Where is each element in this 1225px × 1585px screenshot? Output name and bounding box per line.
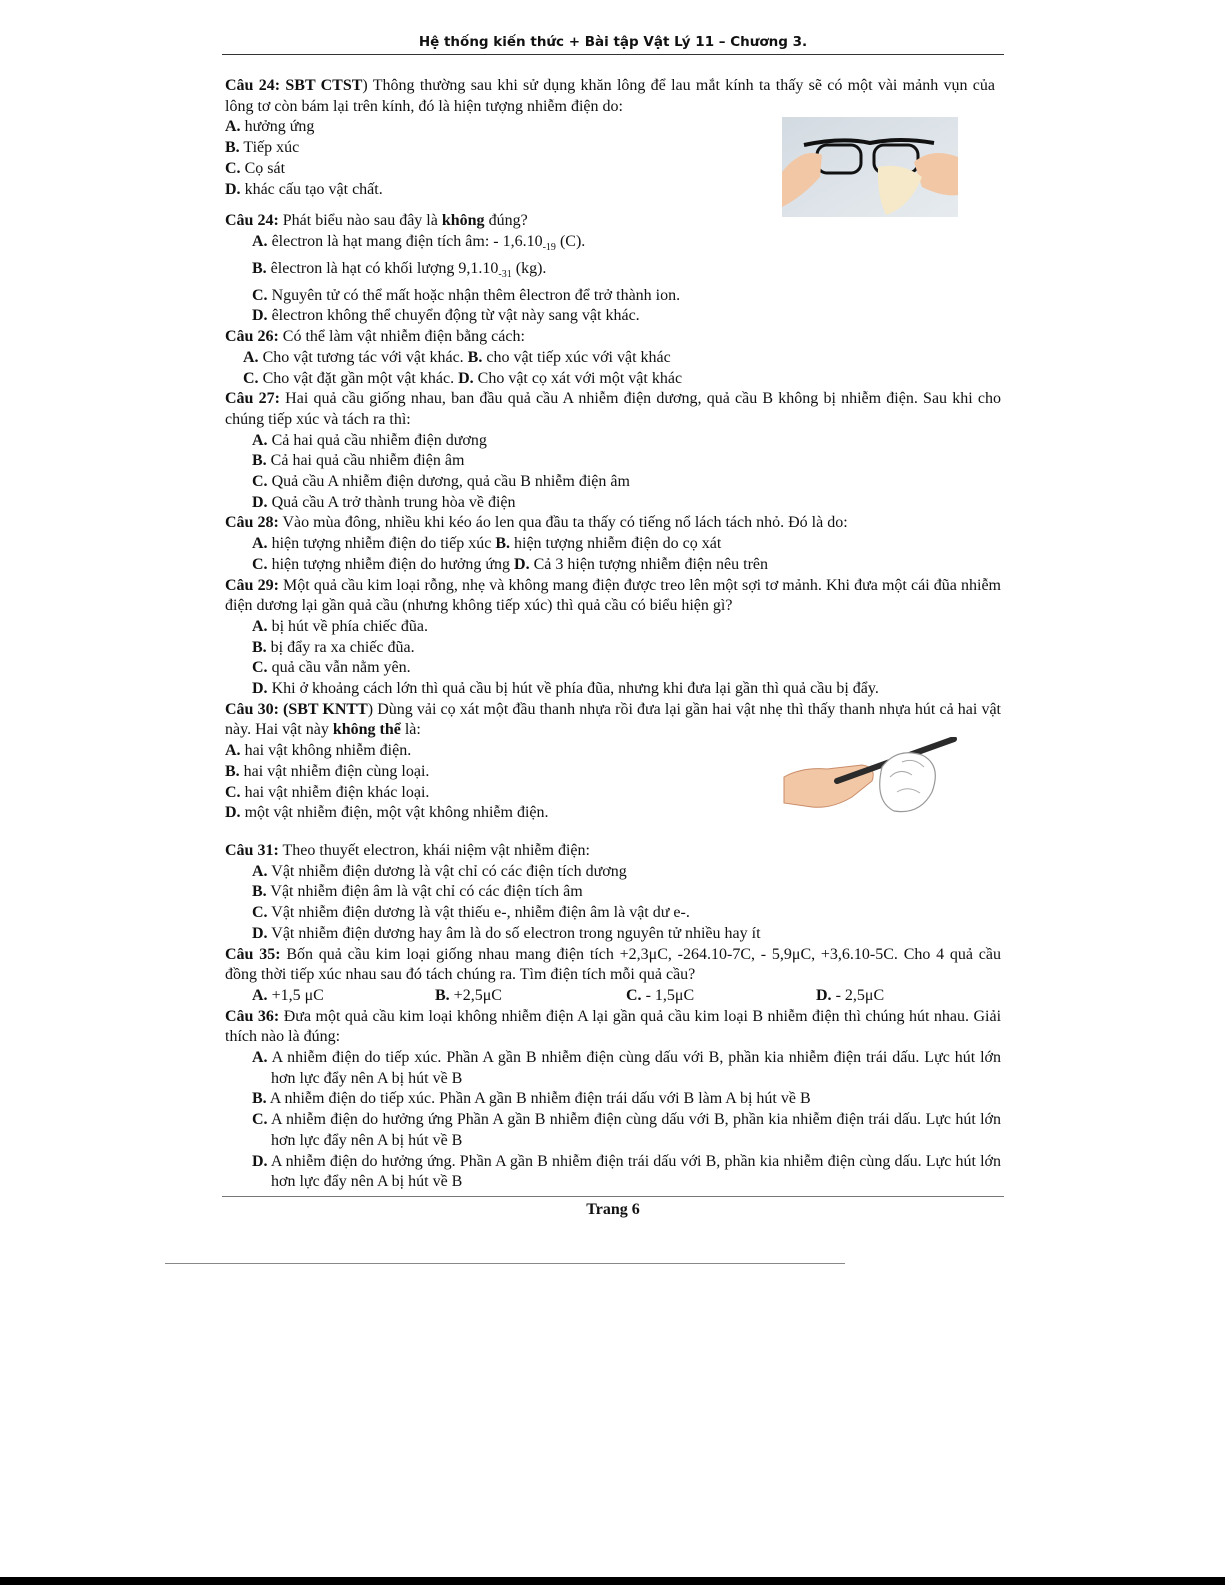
question-text: ) Thông thường sau khi sử dụng khăn lông để lau mắt kính ta thấy sẽ có một vài mảnh vụn của lông tơ còn bám lại trên kính, đó là hiện tượng nhiễm điện do: <box>225 77 996 115</box>
option-key: C. <box>252 473 268 491</box>
question-label: Câu 31: <box>225 841 279 859</box>
option-text: Khi ở khoảng cách lớn thì quả cầu bị hút về phía đũa, nhưng khi đưa lại gần thì quả cầu bị đẩy. <box>267 680 879 698</box>
question-text: ) Dùng vải cọ xát một đầu thanh nhựa rồi đưa lại gần hai vật nhẹ thì thấy thanh nhựa hút cả hai vật này. Hai vật này <box>225 700 1002 739</box>
option-key: D. <box>225 804 241 822</box>
glasses-wiping-photo <box>782 117 958 217</box>
option-text: bị hút về phía chiếc đũa. <box>267 617 428 635</box>
question-text: đúng? <box>484 212 528 230</box>
option-c <box>225 286 1001 307</box>
option-key: D. <box>514 555 530 573</box>
page-bottom-rule <box>165 1263 845 1264</box>
option-c <box>225 472 1001 493</box>
option-a <box>225 1048 1001 1089</box>
scan-edge-bar <box>0 1577 1225 1585</box>
option-text: Cả 3 hiện tượng nhiễm điện nêu trên <box>529 555 769 573</box>
option-text: Vật nhiễm điện dương là vật chỉ có các điện tích dương <box>267 862 627 880</box>
option-text: A nhiễm điện do tiếp xúc. Phần A gần B nhiễm điện trái dấu với B làm A bị hút về B <box>266 1090 811 1108</box>
option-a <box>225 862 1001 883</box>
header-rule <box>222 54 1004 55</box>
option-c <box>225 1110 1001 1151</box>
option-text: hai vật nhiễm điện khác loại. <box>240 783 430 801</box>
option-d <box>225 306 1001 327</box>
option-row-ab <box>225 348 1001 369</box>
option-text: (kg). <box>511 259 547 277</box>
question-24a <box>225 76 995 117</box>
emphasis: không thể <box>332 721 401 739</box>
option-d <box>225 1152 1001 1193</box>
question-label: Câu 27: <box>225 390 280 408</box>
option-text: Tiếp xúc <box>239 139 300 157</box>
question-label: Câu 36: <box>225 1007 280 1025</box>
exponent: -19 <box>542 242 556 254</box>
option-text: Vật nhiễm điện dương hay âm là do số electron trong nguyên tử nhiều hay ít <box>267 924 761 942</box>
question-30 <box>225 700 1001 741</box>
option-text: hiện tượng nhiễm điện do cọ xát <box>510 535 722 553</box>
footer-rule <box>222 1196 1004 1197</box>
option-a <box>225 617 1001 638</box>
question-text: Đưa một quả cầu kim loại không nhiễm điện A lại gần quả cầu kim loại B nhiễm điện thì chúng hút nhau. Giải thích nào là đúng: <box>225 1007 1002 1046</box>
question-text: Có thể làm vật nhiễm điện bằng cách: <box>278 328 525 346</box>
question-27 <box>225 389 1001 430</box>
option-text: (C). <box>555 232 586 250</box>
option-text: Cọ sát <box>240 159 286 177</box>
option-key: B. <box>225 762 240 780</box>
page-number: Trang 6 <box>586 1201 640 1218</box>
option-key: A. <box>252 232 268 250</box>
option-row-cd <box>225 369 1001 390</box>
option-text: êlectron là hạt mang điện tích âm: - 1,6.10 <box>267 232 543 250</box>
option-key: C. <box>225 783 241 801</box>
option-text: Cho vật tương tác với vật khác. <box>258 348 468 366</box>
option-key: A. <box>252 986 268 1004</box>
option-text: +1,5 μC <box>267 986 324 1004</box>
emphasis: không <box>441 212 485 230</box>
option-b <box>225 1089 1001 1110</box>
option-key: D. <box>252 493 268 511</box>
rod-rubbing-illustration <box>782 737 960 829</box>
option-text: hiện tượng nhiễm điện do hưởng ứng <box>267 555 515 573</box>
question-label: Câu 26: <box>225 328 279 346</box>
option-text: Quả cầu A trở thành trung hòa về điện <box>267 493 516 511</box>
option-key: A. <box>252 431 268 449</box>
question-label: Câu 24: SBT CTST <box>225 77 363 94</box>
option-key: B. <box>252 1090 267 1108</box>
option-text: hưởng ứng <box>240 118 315 136</box>
option-key: B. <box>467 348 483 366</box>
option-key: B. <box>495 535 510 553</box>
option-text: một vật nhiễm điện, một vật không nhiễm điện. <box>240 804 549 822</box>
question-29 <box>225 576 1001 617</box>
option-c <box>225 903 1001 924</box>
option-key: C. <box>252 1111 268 1129</box>
question-label: Câu 29: <box>225 576 279 594</box>
question-label: Câu 28: <box>225 514 279 532</box>
option-key: B. <box>252 638 267 656</box>
question-list <box>225 76 1001 1193</box>
option-text: hai vật nhiễm điện cùng loại. <box>239 762 430 780</box>
option-key: A. <box>243 348 259 366</box>
question-label: Câu 24: <box>225 212 279 230</box>
question-28 <box>225 513 1001 534</box>
question-label: Câu 30: (SBT KNTT <box>225 700 368 718</box>
option-text: êlectron là hạt có khối lượng 9,1.10 <box>266 259 499 277</box>
option-c <box>626 986 816 1007</box>
question-label: Câu 35: <box>225 945 281 963</box>
option-a <box>225 431 1001 452</box>
question-text: Vào mùa đông, nhiều khi kéo áo len qua đầu ta thấy có tiếng nổ lách tách nhỏ. Đó là do: <box>278 514 848 532</box>
option-key: C. <box>252 286 268 304</box>
option-text: +2,5μC <box>449 986 502 1004</box>
option-text: hiện tượng nhiễm điện do tiếp xúc <box>267 535 496 553</box>
option-text: Vật nhiễm điện dương là vật thiếu e-, nhiễm điện âm là vật dư e-. <box>267 904 690 922</box>
option-text: Quả cầu A nhiễm điện dương, quả cầu B nhiễm điện âm <box>267 473 630 491</box>
cloth <box>880 753 936 812</box>
option-key: A. <box>252 1049 268 1067</box>
option-key: D. <box>252 924 268 942</box>
option-text: Vật nhiễm điện âm là vật chỉ có các điện tích âm <box>266 883 583 901</box>
option-text: Cho vật cọ xát với một vật khác <box>473 369 683 387</box>
option-key: C. <box>252 659 268 677</box>
option-key: D. <box>816 986 832 1004</box>
option-text: Nguyên tử có thể mất hoặc nhận thêm êlectron để trở thành ion. <box>267 286 681 304</box>
question-31 <box>225 841 1001 862</box>
option-d <box>225 493 1001 514</box>
option-key: C. <box>626 986 642 1004</box>
option-text: quả cầu vẫn nằm yên. <box>267 659 411 677</box>
option-key: C. <box>252 555 268 573</box>
option-row <box>225 986 1001 1007</box>
question-text: Bốn quả cầu kim loại giống nhau mang điện tích +2,3μC, -264.10-7C, - 5,9μC, +3,6.10-5C. Cho 4 quả cầu đồng thời tiếp xúc nhau sau đó tách chúng ra. Tìm điện tích mỗi quả cầu? <box>225 945 1002 984</box>
option-d <box>816 986 884 1007</box>
option-text: Cả hai quả cầu nhiễm điện âm <box>266 452 465 470</box>
option-d <box>225 679 1001 700</box>
option-key: D. <box>252 307 268 325</box>
option-key: A. <box>225 118 241 136</box>
option-key: B. <box>435 986 450 1004</box>
page-header: Hệ thống kiến thức + Bài tập Vật Lý 11 – Chương 3. <box>418 34 808 50</box>
option-b <box>225 638 1001 659</box>
option-key: A. <box>225 742 241 760</box>
option-text: khác cấu tạo vật chất. <box>240 180 383 198</box>
option-text: A nhiễm điện do tiếp xúc. Phần A gần B nhiễm điện cùng dấu với B, phần kia nhiễm điện trái dấu. Lực hút lớn hơn lực đẩy nên A bị hút về B <box>267 1049 1001 1087</box>
question-text: Hai quả cầu giống nhau, ban đầu quả cầu A nhiễm điện dương, quả cầu B không bị nhiễm điện. Sau khi cho chúng tiếp xúc và tách ra thì: <box>225 390 1001 428</box>
option-text: cho vật tiếp xúc với vật khác <box>482 348 671 366</box>
option-key: B. <box>252 452 267 470</box>
option-text: A nhiễm điện do hưởng ứng Phần A gần B nhiễm điện cùng dấu với B, phần kia nhiễm điện trái dấu. Lực hút lớn hơn lực đẩy nên A bị hút về B <box>267 1111 1001 1149</box>
option-key: A. <box>252 617 268 635</box>
option-text: - 1,5μC <box>641 986 695 1004</box>
option-row-cd <box>225 555 1001 576</box>
option-text: A nhiễm điện do hưởng ứng. Phần A gần B nhiễm điện trái dấu với B, phần kia nhiễm điện cùng dấu. Lực hút lớn hơn lực đẩy nên A bị hút về B <box>267 1152 1001 1191</box>
option-text: Cả hai quả cầu nhiễm điện dương <box>267 431 487 449</box>
option-key: D. <box>225 180 241 198</box>
question-text: Phát biểu nào sau đây là <box>278 212 442 230</box>
option-key: B. <box>252 883 267 901</box>
option-key: C. <box>225 159 241 177</box>
option-b <box>225 451 1001 472</box>
question-text: Theo thuyết electron, khái niệm vật nhiễm điện: <box>278 841 590 859</box>
question-36 <box>225 1007 1001 1048</box>
option-text: - 2,5μC <box>831 986 885 1004</box>
option-b <box>435 986 626 1007</box>
option-c <box>225 658 1001 679</box>
option-key: A. <box>252 862 268 880</box>
option-text: bị đẩy ra xa chiếc đũa. <box>266 638 415 656</box>
option-row-ab <box>225 534 1001 555</box>
option-key: D. <box>252 1152 268 1170</box>
exponent: -31 <box>498 269 512 280</box>
option-a <box>225 232 1001 259</box>
option-key: A. <box>252 535 268 553</box>
question-text: Một quả cầu kim loại rỗng, nhẹ và không mang điện được treo lên một sợi tơ mảnh. Khi đưa một cái đũa nhiễm điện dương lại gần quả cầu (nhưng không tiếp xúc) thì quả cầu có biểu hiện gì? <box>225 576 1002 615</box>
option-d <box>225 924 1001 945</box>
question-35 <box>225 945 1001 986</box>
option-key: B. <box>225 139 240 157</box>
option-text: hai vật không nhiễm điện. <box>240 742 412 760</box>
option-key: B. <box>252 259 267 277</box>
option-b <box>225 259 1001 286</box>
option-key: D. <box>458 369 474 387</box>
option-text: êlectron không thể chuyển động từ vật này sang vật khác. <box>267 307 640 325</box>
option-a <box>252 986 435 1007</box>
option-key: C. <box>252 904 268 922</box>
option-key: C. <box>243 369 259 387</box>
question-text: là: <box>400 721 421 739</box>
option-text: Cho vật đặt gần một vật khác. <box>258 369 459 387</box>
option-b <box>225 882 1001 903</box>
question-26 <box>225 327 1001 348</box>
option-key: D. <box>252 680 268 698</box>
